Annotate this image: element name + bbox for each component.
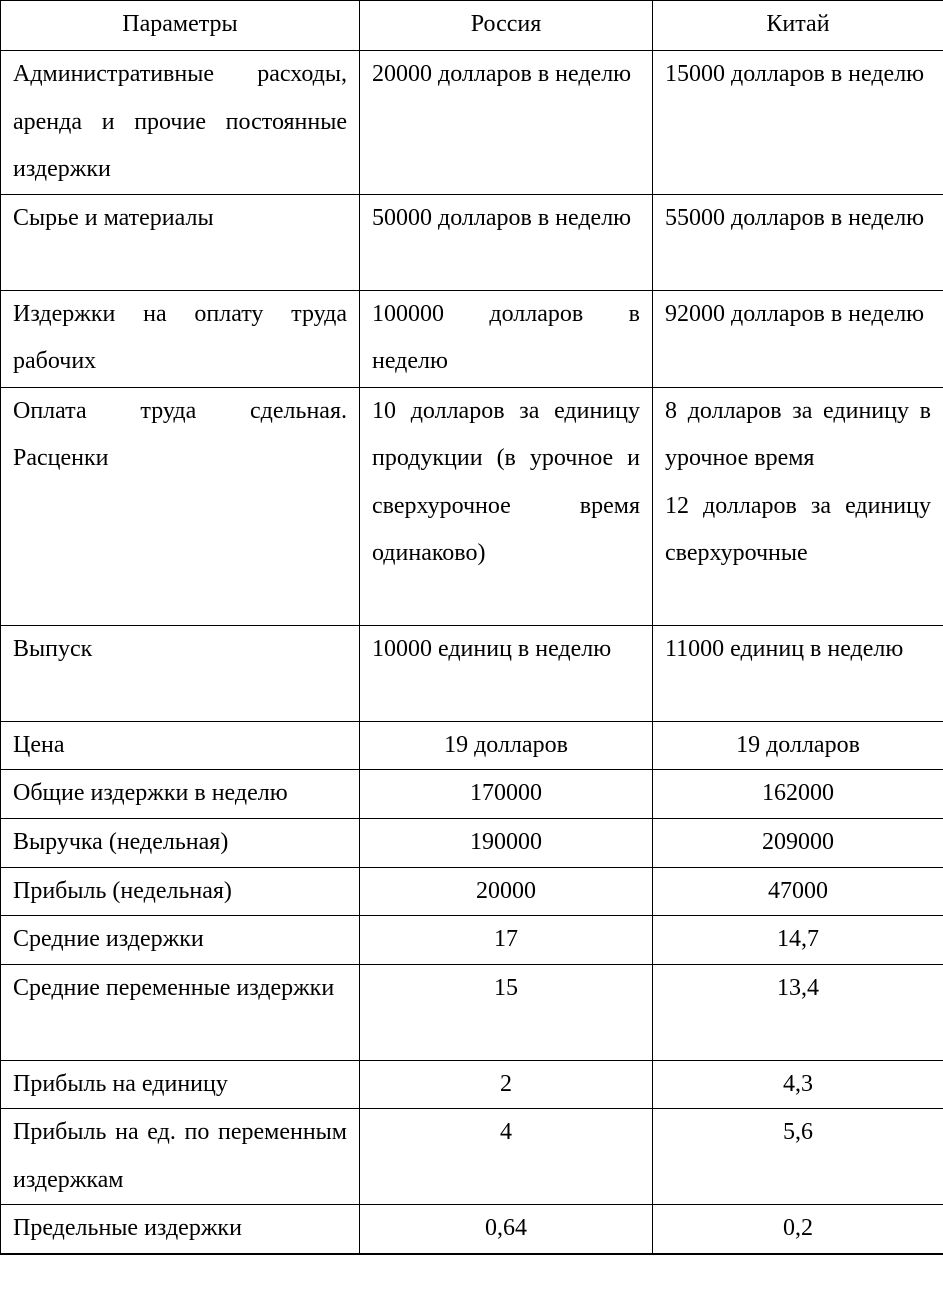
- row-china: 14,7: [653, 916, 943, 965]
- row-china: 92000 долларов в неделю: [653, 290, 943, 387]
- row-russia: 19 долларов: [360, 721, 653, 770]
- row-russia: 4: [360, 1109, 653, 1205]
- row-param: Средние издержки: [1, 916, 360, 965]
- china-rate-overtime: 12 долларов за единицу сверхурочные: [665, 492, 931, 566]
- row-russia: 2: [360, 1060, 653, 1109]
- row-param: Оплата труда сдельная. Расценки: [1, 387, 360, 625]
- row-param: Выпуск: [1, 625, 360, 721]
- row-russia: 10000 единиц в неделю: [360, 625, 653, 721]
- row-russia: 0,64: [360, 1205, 653, 1254]
- header-china: Китай: [653, 1, 943, 51]
- row-russia: 17: [360, 916, 653, 965]
- table-row: [1, 1060, 943, 1109]
- row-param: Прибыль (недельная): [1, 867, 360, 916]
- table-row: [1, 770, 943, 819]
- table-row: [1, 916, 943, 965]
- row-china: 5,6: [653, 1109, 943, 1205]
- row-china: 0,2: [653, 1205, 943, 1254]
- row-param: Предельные издержки: [1, 1205, 360, 1254]
- row-param: Цена: [1, 721, 360, 770]
- row-china: 47000: [653, 867, 943, 916]
- row-param: Прибыль на единицу: [1, 1060, 360, 1109]
- header-row: [1, 1, 943, 51]
- row-russia: 190000: [360, 818, 653, 867]
- table-row: [1, 51, 943, 195]
- row-param: Средние переменные издержки: [1, 964, 360, 1060]
- table-row: [1, 1109, 943, 1205]
- table-row: [1, 867, 943, 916]
- row-russia: 20000 долларов в неделю: [360, 51, 653, 195]
- row-param: Прибыль на ед. по переменным издержкам: [1, 1109, 360, 1205]
- row-china: 55000 долларов в неделю: [653, 194, 943, 290]
- row-russia: 20000: [360, 867, 653, 916]
- row-param: Издержки на оплату труда рабочих: [1, 290, 360, 387]
- row-china: [653, 387, 943, 625]
- row-china: 13,4: [653, 964, 943, 1060]
- row-china: 15000 долларов в неделю: [653, 51, 943, 195]
- header-params: Параметры: [1, 1, 360, 51]
- china-rate-regular: 8 долларов за единицу в урочное время: [665, 397, 931, 471]
- row-param: Административные расходы, аренда и прочие постоянные издержки: [1, 51, 360, 195]
- table-row: [1, 964, 943, 1060]
- row-china: 11000 единиц в неделю: [653, 625, 943, 721]
- row-param: Выручка (недельная): [1, 818, 360, 867]
- table-row: [1, 625, 943, 721]
- row-china: 19 долларов: [653, 721, 943, 770]
- row-russia: 170000: [360, 770, 653, 819]
- row-param: Сырье и материалы: [1, 194, 360, 290]
- row-china: 4,3: [653, 1060, 943, 1109]
- table-row: [1, 818, 943, 867]
- table-row: [1, 387, 943, 625]
- row-russia: 15: [360, 964, 653, 1060]
- table-row: [1, 721, 943, 770]
- row-russia: 100000 долларов в неделю: [360, 290, 653, 387]
- row-china: 162000: [653, 770, 943, 819]
- table-row: [1, 290, 943, 387]
- table-row: [1, 194, 943, 290]
- table-row: [1, 1205, 943, 1254]
- row-china: 209000: [653, 818, 943, 867]
- row-russia: 50000 долларов в неделю: [360, 194, 653, 290]
- row-russia: 10 долларов за единицу продукции (в урочное и сверхурочное время одинаково): [360, 387, 653, 625]
- header-russia: Россия: [360, 1, 653, 51]
- row-param: Общие издержки в неделю: [1, 770, 360, 819]
